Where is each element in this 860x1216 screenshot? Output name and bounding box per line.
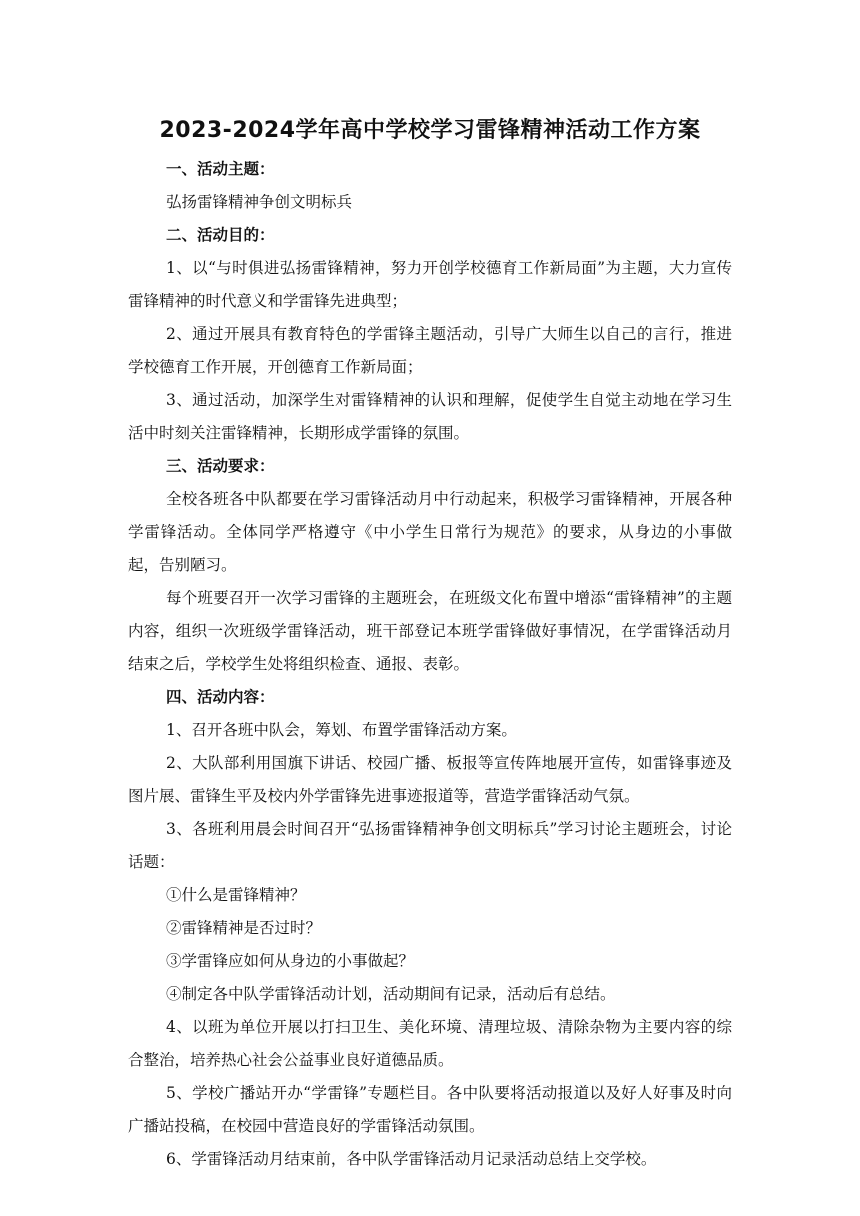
section-heading-theme: 一、活动主题： — [166, 160, 275, 178]
list-item: ①什么是雷锋精神？ — [166, 886, 306, 904]
paragraph: 2、通过开展具有教育特色的学雷锋主题活动，引导广大师生以自己的言行，推进学校德育工作开展，开创德育工作新局面； — [128, 325, 732, 376]
paragraph: 3、通过活动，加深学生对雷锋精神的认识和理解，促使学生自觉主动地在学习生活中时刻关注雷锋精神，长期形成学雷锋的氛围。 — [128, 391, 732, 442]
document-body — [128, 153, 732, 1176]
section-heading-purpose: 二、活动目的： — [166, 226, 275, 244]
paragraph: 弘扬雷锋精神争创文明标兵 — [166, 193, 353, 211]
paragraph: 1、召开各班中队会，筹划、布置学雷锋活动方案。 — [166, 721, 517, 739]
list-item: ②雷锋精神是否过时？ — [166, 919, 322, 937]
section-heading-requirements: 三、活动要求： — [166, 457, 275, 475]
paragraph: 6、学雷锋活动月结束前，各中队学雷锋活动月记录活动总结上交学校。 — [166, 1150, 657, 1168]
section-heading-content: 四、活动内容： — [166, 688, 275, 706]
paragraph: 全校各班各中队都要在学习雷锋活动月中行动起来，积极学习雷锋精神，开展各种学雷锋活动。全体同学严格遵守《中小学生日常行为规范》的要求，从身边的小事做起，告别陋习。 — [128, 490, 732, 574]
list-item: ③学雷锋应如何从身边的小事做起？ — [166, 952, 415, 970]
paragraph: 5、学校广播站开办“学雷锋”专题栏目。各中队要将活动报道以及好人好事及时向广播站投稿，在校园中营造良好的学雷锋活动氛围。 — [128, 1084, 732, 1135]
paragraph: 1、以“与时俱进弘扬雷锋精神，努力开创学校德育工作新局面”为主题，大力宣传雷锋精神的时代意义和学雷锋先进典型； — [128, 259, 732, 310]
paragraph: 3、各班利用晨会时间召开“弘扬雷锋精神争创文明标兵”学习讨论主题班会，讨论话题： — [128, 820, 732, 871]
paragraph: 2、大队部利用国旗下讲话、校园广播、板报等宣传阵地展开宣传，如雷锋事迹及图片展、雷锋生平及校内外学雷锋先进事迹报道等，营造学雷锋活动气氛。 — [128, 754, 732, 805]
paragraph: 每个班要召开一次学习雷锋的主题班会，在班级文化布置中增添“雷锋精神”的主题内容，组织一次班级学雷锋活动，班干部登记本班学雷锋做好事情况，在学雷锋活动月结束之后，学校学生处将组织检查、通报、表彰。 — [128, 589, 732, 673]
list-item: ④制定各中队学雷锋活动计划，活动期间有记录，活动后有总结。 — [166, 985, 616, 1003]
paragraph: 4、以班为单位开展以打扫卫生、美化环境、清理垃圾、清除杂物为主要内容的综合整治，培养热心社会公益事业良好道德品质。 — [128, 1018, 732, 1069]
document-title: 2023-2024学年高中学校学习雷锋精神活动工作方案 — [159, 118, 701, 143]
